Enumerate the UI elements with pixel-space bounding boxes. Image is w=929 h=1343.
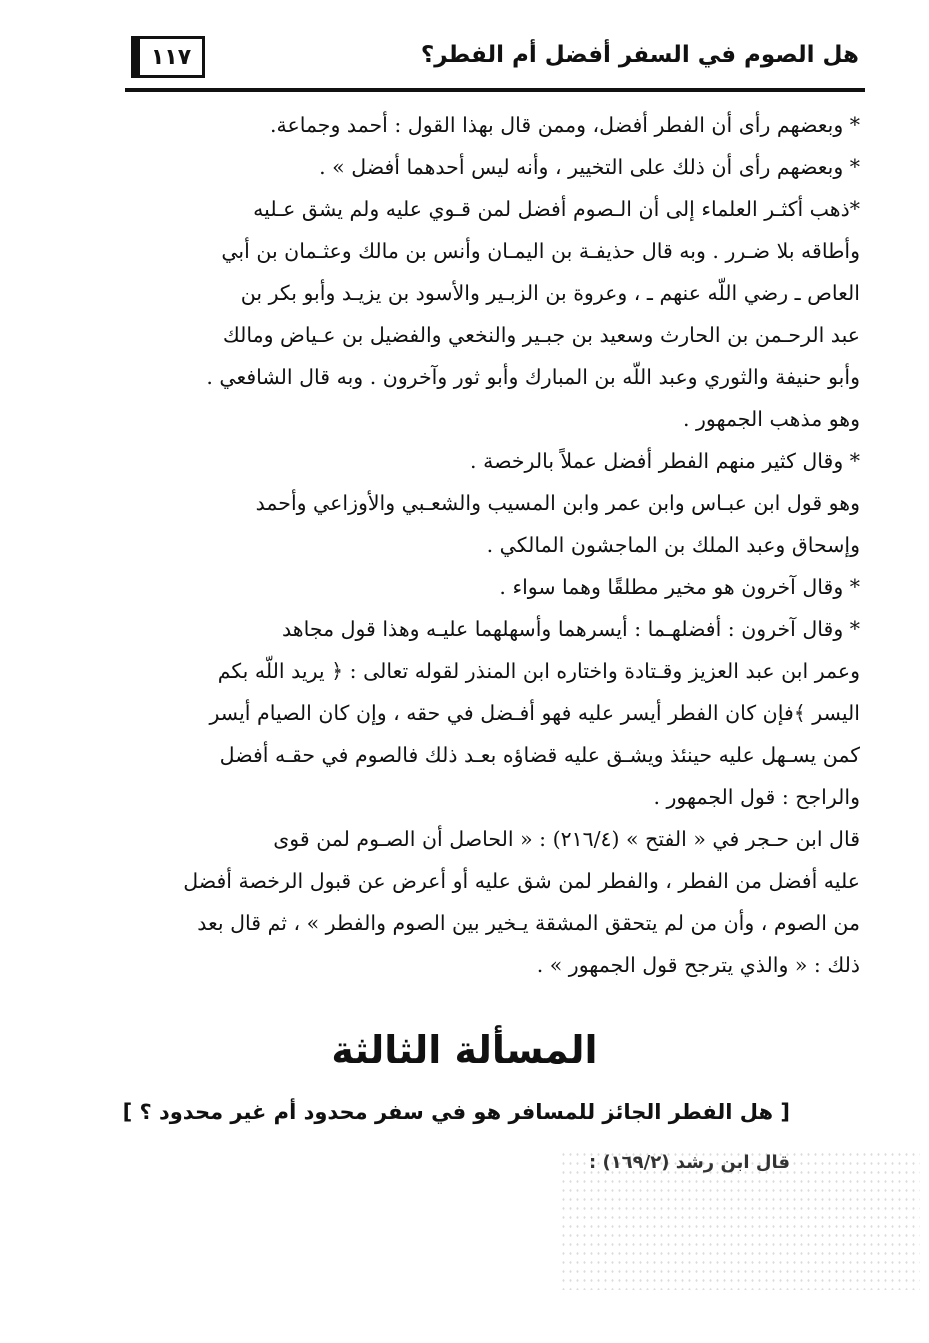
text-line: اليسر ﴾فإن كان الفطر أيسر عليه فهو أفـضل في حقه ، وإن كان الصيام أيسر bbox=[209, 701, 860, 725]
text-line: * وبعضهم رأى أن الفطر أفضل، وممن قال بهذا القول : أحمد وجماعة. bbox=[269, 113, 860, 137]
text-line: ذلك : « والذي يترجح قول الجمهور » . bbox=[536, 953, 860, 977]
text-line: * وقال آخرون : أفضلهـما : أيسرهما وأسهلهما عليـه وهذا قول مجاهد bbox=[282, 617, 860, 641]
text-line: والراجح : قول الجمهور . bbox=[653, 785, 860, 809]
text-line: عبد الرحـمن بن الحارث وسعيد بن جبـير والنخعي والفضيل بن عـياض ومالك bbox=[222, 323, 860, 347]
header-rule bbox=[125, 88, 865, 92]
citation-line: قال ابن رشد (١٦٩/٢) : bbox=[588, 1152, 790, 1173]
body-text bbox=[125, 104, 860, 986]
text-line: وهو مذهب الجمهور . bbox=[682, 407, 860, 431]
text-line: *ذهب أكثـر العلماء إلى أن الـصوم أفضل لمن قـوي عليه ولم يشق عـليه bbox=[253, 197, 860, 221]
section-heading: المسألة الثالثة bbox=[331, 1028, 598, 1072]
text-line: من الصوم ، وأن من لم يتحقق المشقة يـخير بين الصوم والفطر » ، ثم قال بعد bbox=[197, 911, 860, 935]
text-line: * وقال كثير منهم الفطر أفضل عملاً بالرخصة . bbox=[470, 449, 860, 473]
text-line: قال ابن حـجر في « الفتح » (٢١٦/٤) : « الحاصل أن الصـوم لمن قوى bbox=[273, 827, 860, 851]
text-line: وأطاقه بلا ضـرر . وبه قال حذيفـة بن اليمـان وأنس بن مالك وعثـمان بن أبي bbox=[221, 239, 860, 263]
text-line: * وقال آخرون هو مخير مطلقًا وهما سواء . bbox=[499, 575, 860, 599]
running-title: هل الصوم في السفر أفضل أم الفطر؟ bbox=[420, 42, 859, 68]
section-question: [ هل الفطر الجائز للمسافر هو في سفر محدود أم غير محدود ؟ ] bbox=[122, 1100, 790, 1124]
page-header bbox=[125, 30, 865, 92]
page-number: ١١٧ bbox=[137, 36, 205, 78]
text-line: كمن يسـهل عليه حينئذ ويشـق عليه قضاؤه بعـد ذلك فالصوم في حقـه أفضل bbox=[219, 743, 860, 767]
text-line: وأبو حنيفة والثوري وعبد اللّه بن المبارك وأبو ثور وآخرون . وبه قال الشافعي . bbox=[206, 365, 860, 389]
text-line: وإسحاق وعبد الملك بن الماجشون المالكي . bbox=[486, 533, 860, 557]
text-line: وهو قول ابن عبـاس وابن عمر وابن المسيب والشعـبي والأوزاعي وأحمد bbox=[255, 491, 860, 515]
text-line: * وبعضهم رأى أن ذلك على التخيير ، وأنه ليس أحدهما أفضل » . bbox=[319, 155, 860, 179]
text-line: العاص ـ رضي اللّه عنهم ـ ، وعروة بن الزبـير والأسود بن يزيـد وأبو بكر بن bbox=[240, 281, 860, 305]
text-line: عليه أفضل من الفطر ، والفطر لمن شق عليه أو أعرض عن قبول الرخصة أفضل bbox=[183, 869, 860, 893]
text-line: وعمر ابن عبد العزيز وقـتادة واختاره ابن المنذر لقوله تعالى : ﴿ يريد اللّه بكم bbox=[217, 659, 860, 683]
